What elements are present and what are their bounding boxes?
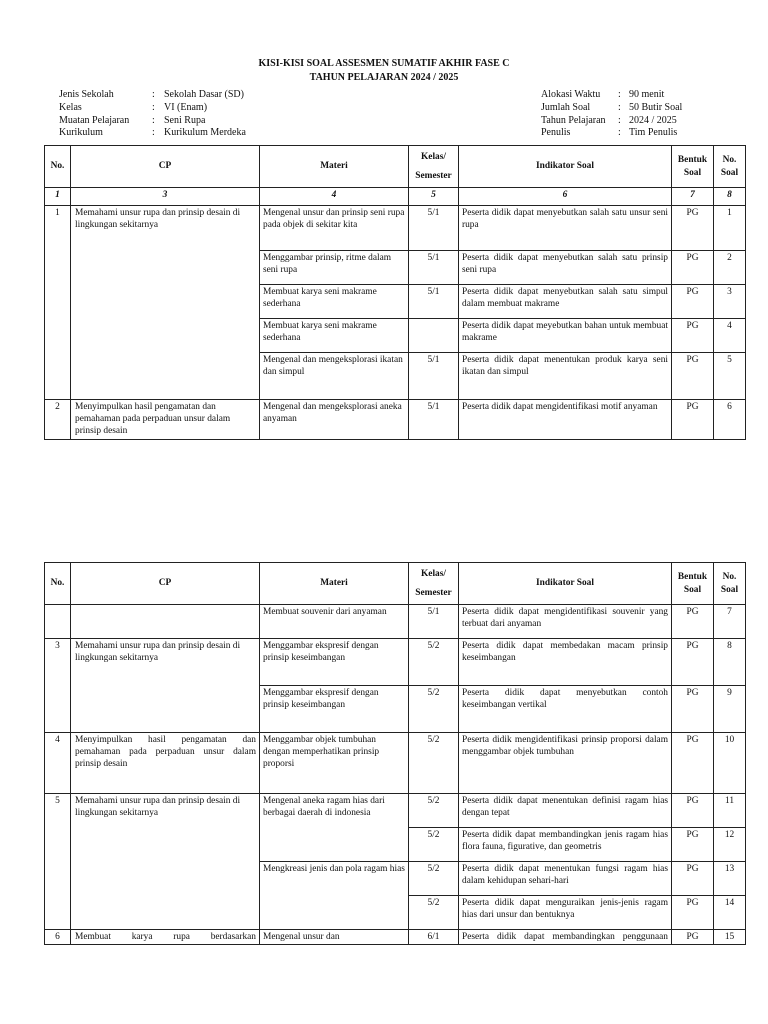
meta-kelas: Kelas : VI (Enam) xyxy=(59,101,208,113)
document-subtitle: TAHUN PELAJARAN 2024 / 2025 xyxy=(309,72,459,83)
indikator-cell: Peserta didik dapat menentukan fungsi ragam hias dalam kehidupan sehari-hari xyxy=(459,862,672,896)
materi-cell: Membuat souvenir dari anyaman xyxy=(260,605,409,639)
cp-cell: Menyimpulkan hasil pengamatan dan pemahaman pada perpaduan unsur dalam prinsip desain xyxy=(71,400,260,440)
indikator-cell: Peserta didik dapat menguraikan jenis-jenis ragam hias dari unsur dan bentuknya xyxy=(459,896,672,930)
cp-cell: Memahami unsur rupa dan prinsip desain di lingkungan sekitarnya xyxy=(71,639,260,733)
cp-cell: Membuat karya rupa berdasarkan xyxy=(71,930,260,945)
indikator-cell: Peserta didik dapat menyebutkan salah satu simpul dalam membuat makrame xyxy=(459,285,672,319)
kelas-cell: 5/1 xyxy=(409,605,459,639)
bentuk-cell: PG xyxy=(672,285,714,319)
kisi-kisi-table-1 xyxy=(44,145,746,440)
kisi-kisi-table-2 xyxy=(44,562,746,945)
bentuk-cell: PG xyxy=(672,251,714,285)
kelas-cell: 5/2 xyxy=(409,862,459,896)
column-number: 8 xyxy=(714,188,746,206)
cp-cell: Memahami unsur rupa dan prinsip desain di lingkungan sekitarnya xyxy=(71,206,260,400)
column-header-materi: Materi xyxy=(260,563,409,605)
row-number: 4 xyxy=(45,733,71,794)
materi-cell: Mengenal aneka ragam hias dari berbagai daerah di indonesia xyxy=(260,794,409,862)
column-number: 6 xyxy=(459,188,672,206)
cp-cell: Memahami unsur rupa dan prinsip desain di lingkungan sekitarnya xyxy=(71,794,260,930)
kelas-cell: 5/1 xyxy=(409,353,459,400)
bentuk-cell: PG xyxy=(672,353,714,400)
table-row xyxy=(45,605,746,639)
meta-jenis-sekolah: Jenis Sekolah : Sekolah Dasar (SD) xyxy=(59,89,244,100)
meta-kurikulum: Kurikulum : Kurikulum Merdeka xyxy=(59,127,246,139)
document-title: KISI-KISI SOAL ASSESMEN SUMATIF AKHIR FASE C xyxy=(258,58,510,69)
row-number: 6 xyxy=(45,930,71,945)
table-row xyxy=(45,733,746,794)
column-number: 4 xyxy=(260,188,409,206)
indikator-cell: Peserta didik dapat meyebutkan bahan untuk membuat makrame xyxy=(459,319,672,353)
bentuk-cell: PG xyxy=(672,605,714,639)
column-header-cp: CP xyxy=(71,563,260,605)
no-soal-cell: 12 xyxy=(714,828,746,862)
table-row xyxy=(45,930,746,945)
indikator-cell: Peserta didik dapat membandingkan jenis ragam hias flora fauna, figurative, dan geometris xyxy=(459,828,672,862)
column-number: 7 xyxy=(672,188,714,206)
row-number xyxy=(45,605,71,639)
cp-cell: Menyimpulkan hasil pengamatan dan pemahaman pada perpaduan unsur dalam prinsip desain xyxy=(71,733,260,794)
bentuk-cell: PG xyxy=(672,930,714,945)
no-soal-cell: 10 xyxy=(714,733,746,794)
kelas-cell: 5/1 xyxy=(409,206,459,251)
meta-penulis: Penulis : Tim Penulis xyxy=(541,127,678,139)
kelas-cell: 5/2 xyxy=(409,828,459,862)
cp-cell xyxy=(71,605,260,639)
column-header-no-soal: No. Soal xyxy=(714,146,746,188)
kelas-cell: 5/2 xyxy=(409,686,459,733)
no-soal-cell: 5 xyxy=(714,353,746,400)
no-soal-cell: 1 xyxy=(714,206,746,251)
table-row xyxy=(45,639,746,686)
bentuk-cell: PG xyxy=(672,896,714,930)
meta-left xyxy=(59,89,246,140)
materi-cell: Mengenal dan mengeksplorasi ikatan dan simpul xyxy=(260,353,409,400)
kelas-cell: 6/1 xyxy=(409,930,459,945)
column-header-indikator: Indikator Soal xyxy=(459,146,672,188)
row-number: 1 xyxy=(45,206,71,400)
column-header-bentuk-soal: Bentuk Soal xyxy=(672,146,714,188)
indikator-cell: Peserta didik dapat membandingkan penggunaan xyxy=(459,930,672,945)
column-header-no: No. xyxy=(45,563,71,605)
materi-cell: Membuat karya seni makrame sederhana xyxy=(260,319,409,353)
table-header-row xyxy=(45,563,746,605)
row-number: 5 xyxy=(45,794,71,930)
column-number: 5 xyxy=(409,188,459,206)
meta-muatan-pelajaran: Muatan Pelajaran : Seni Rupa xyxy=(59,114,206,126)
column-number: 1 xyxy=(45,188,71,206)
meta-right xyxy=(541,89,682,140)
indikator-cell: Peserta didik dapat menentukan produk karya seni ikatan dan simpul xyxy=(459,353,672,400)
no-soal-cell: 3 xyxy=(714,285,746,319)
materi-cell: Mengkreasi jenis dan pola ragam hias xyxy=(260,862,409,930)
no-soal-cell: 9 xyxy=(714,686,746,733)
column-number: 3 xyxy=(71,188,260,206)
bentuk-cell: PG xyxy=(672,206,714,251)
materi-cell: Mengenal unsur dan prinsip seni rupa pada objek di sekitar kita xyxy=(260,206,409,251)
meta-jumlah-soal: Jumlah Soal : 50 Butir Soal xyxy=(541,101,683,113)
materi-cell: Menggambar prinsip, ritme dalam seni rupa xyxy=(260,251,409,285)
indikator-cell: Peserta didik dapat menentukan definisi ragam hias dengan tepat xyxy=(459,794,672,828)
column-header-indikator: Indikator Soal xyxy=(459,563,672,605)
column-header-no-soal: No. Soal xyxy=(714,563,746,605)
table-header-row xyxy=(45,146,746,188)
table-row xyxy=(45,400,746,440)
bentuk-cell: PG xyxy=(672,639,714,686)
table-row xyxy=(45,794,746,828)
bentuk-cell: PG xyxy=(672,794,714,828)
row-number: 2 xyxy=(45,400,71,440)
kelas-cell: 5/2 xyxy=(409,639,459,686)
no-soal-cell: 15 xyxy=(714,930,746,945)
materi-cell: Menggambar ekspresif dengan prinsip keseimbangan xyxy=(260,686,409,733)
kelas-cell: 5/2 xyxy=(409,794,459,828)
indikator-cell: Peserta didik dapat membedakan macam prinsip keseimbangan xyxy=(459,639,672,686)
table-row xyxy=(45,206,746,251)
kelas-cell: 5/1 xyxy=(409,285,459,319)
indikator-cell: Peserta didik dapat mengidentifikasi motif anyaman xyxy=(459,400,672,440)
indikator-cell: Peserta didik mengidentifikasi prinsip proporsi dalam menggambar objek tumbuhan xyxy=(459,733,672,794)
bentuk-cell: PG xyxy=(672,733,714,794)
bentuk-cell: PG xyxy=(672,400,714,440)
bentuk-cell: PG xyxy=(672,686,714,733)
meta-alokasi-waktu: Alokasi Waktu : 90 menit xyxy=(541,89,665,100)
no-soal-cell: 11 xyxy=(714,794,746,828)
bentuk-cell: PG xyxy=(672,862,714,896)
no-soal-cell: 13 xyxy=(714,862,746,896)
materi-cell: Membuat karya seni makrame sederhana xyxy=(260,285,409,319)
kelas-cell: 5/2 xyxy=(409,896,459,930)
row-number: 3 xyxy=(45,639,71,733)
no-soal-cell: 14 xyxy=(714,896,746,930)
column-header-materi: Materi xyxy=(260,146,409,188)
kelas-cell xyxy=(409,319,459,353)
no-soal-cell: 7 xyxy=(714,605,746,639)
materi-cell: Menggambar objek tumbuhan dengan memperhatikan prinsip proporsi xyxy=(260,733,409,794)
column-header-bentuk-soal: Bentuk Soal xyxy=(672,563,714,605)
no-soal-cell: 2 xyxy=(714,251,746,285)
no-soal-cell: 8 xyxy=(714,639,746,686)
bentuk-cell: PG xyxy=(672,828,714,862)
materi-cell: Mengenal unsur dan xyxy=(260,930,409,945)
indikator-cell: Peserta didik dapat mengidentifikasi souvenir yang terbuat dari anyaman xyxy=(459,605,672,639)
kelas-cell: 5/2 xyxy=(409,733,459,794)
column-header-cp: CP xyxy=(71,146,260,188)
materi-cell: Menggambar ekspresif dengan prinsip keseimbangan xyxy=(260,639,409,686)
kelas-cell: 5/1 xyxy=(409,400,459,440)
no-soal-cell: 4 xyxy=(714,319,746,353)
meta-tahun-pelajaran: Tahun Pelajaran : 2024 / 2025 xyxy=(541,114,677,126)
column-number-row xyxy=(45,188,746,206)
indikator-cell: Peserta didik dapat menyebutkan contoh keseimbangan vertikal xyxy=(459,686,672,733)
column-header-kelas-semester: Kelas/ Semester xyxy=(409,146,459,188)
no-soal-cell: 6 xyxy=(714,400,746,440)
column-header-kelas-semester: Kelas/ Semester xyxy=(409,563,459,605)
kelas-cell: 5/1 xyxy=(409,251,459,285)
indikator-cell: Peserta didik dapat menyebutkan salah satu unsur seni rupa xyxy=(459,206,672,251)
column-header-no: No. xyxy=(45,146,71,188)
bentuk-cell: PG xyxy=(672,319,714,353)
materi-cell: Mengenal dan mengeksplorasi aneka anyaman xyxy=(260,400,409,440)
indikator-cell: Peserta didik dapat menyebutkan salah satu prinsip seni rupa xyxy=(459,251,672,285)
